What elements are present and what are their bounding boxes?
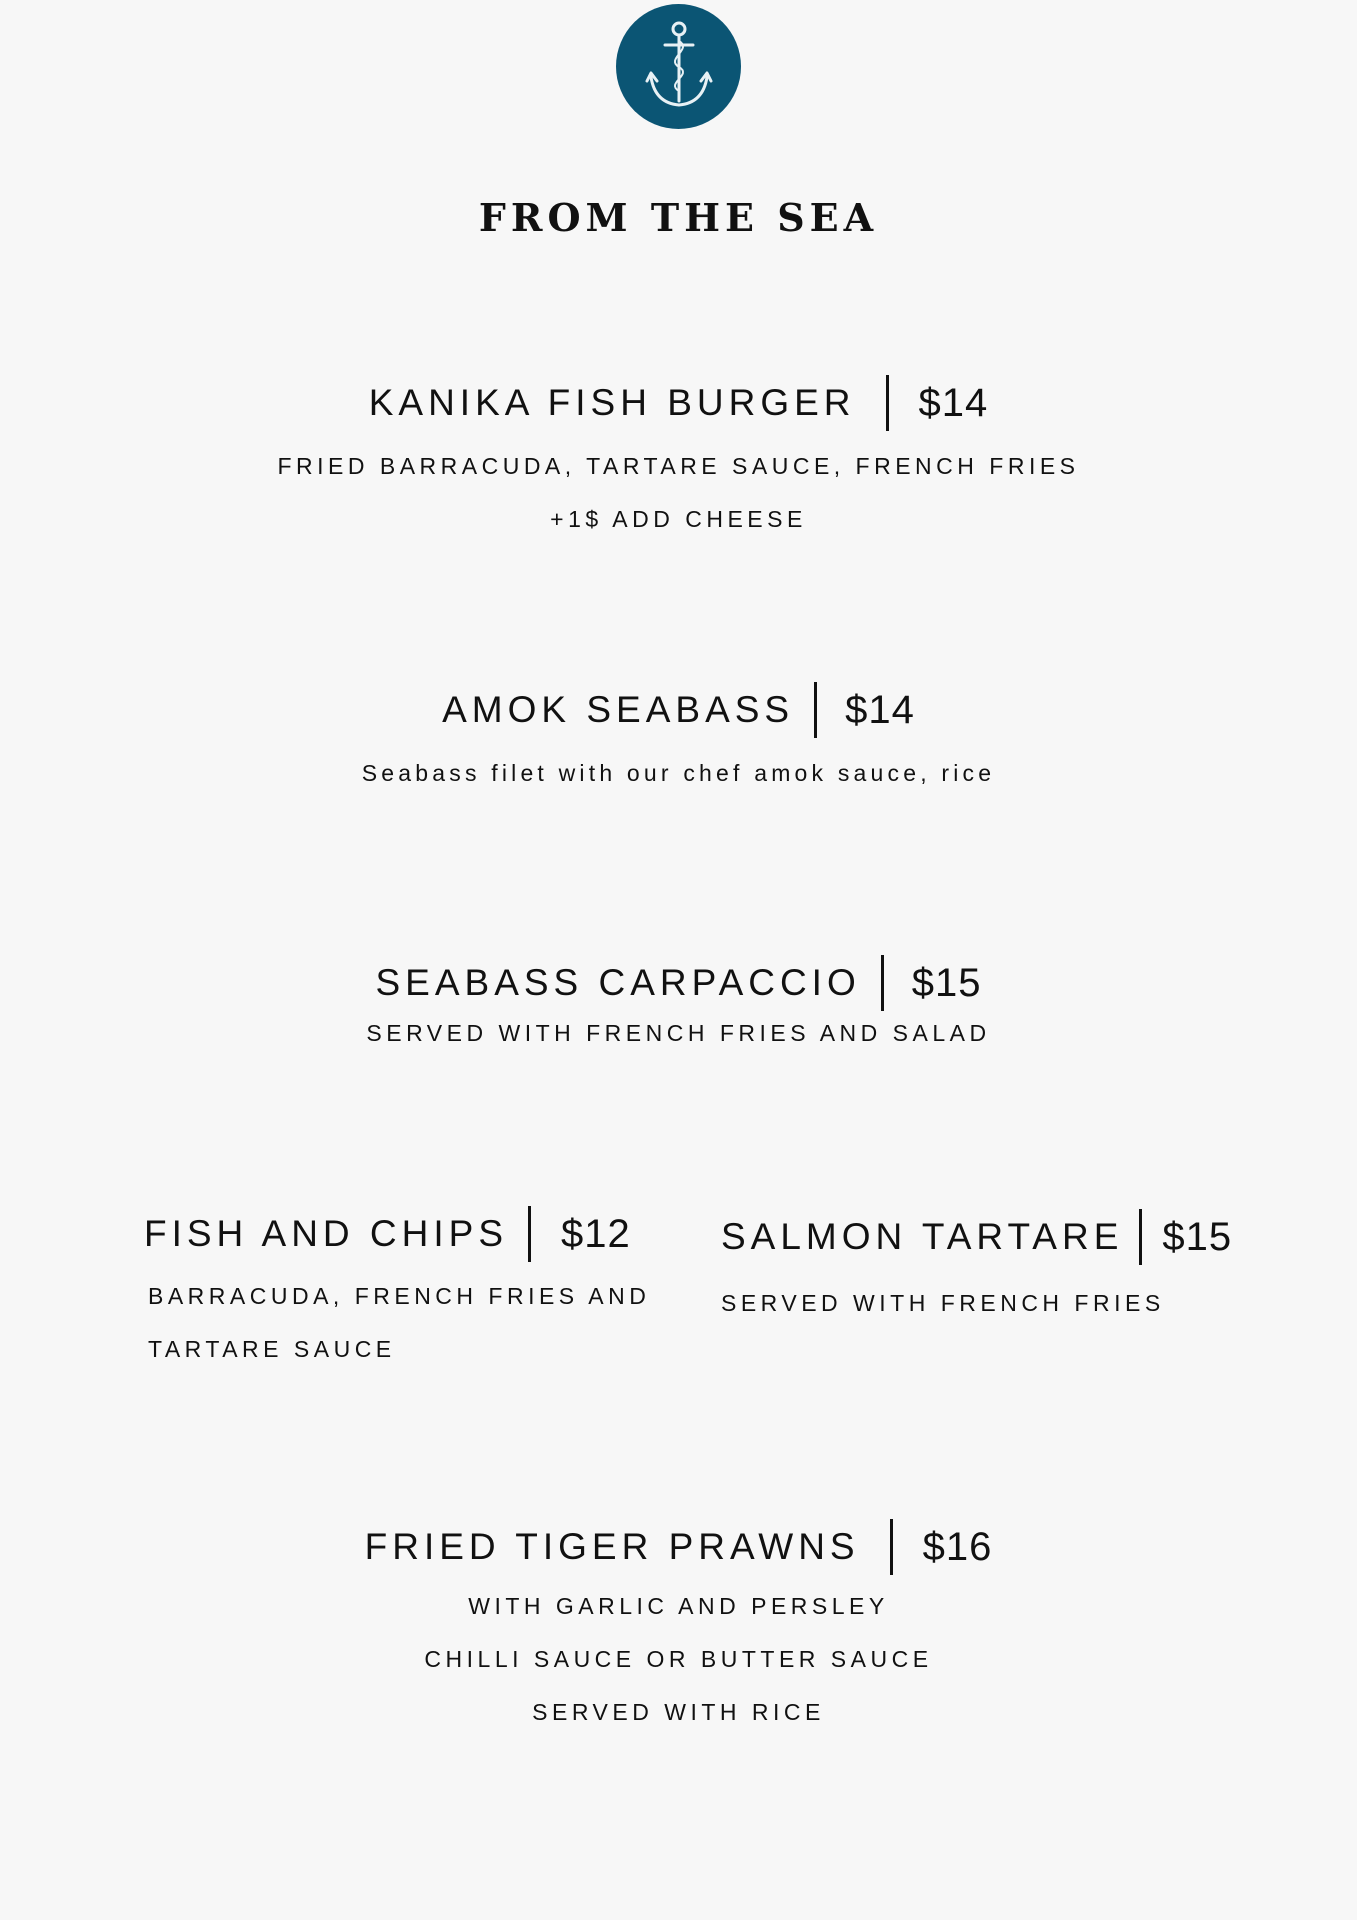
- dish-description: SERVED WITH RICE: [532, 1699, 825, 1725]
- dish-seabass-carpaccio: [0, 955, 1357, 1060]
- section-title: FROM THE SEA: [478, 195, 879, 240]
- dish-description: SERVED WITH FRENCH FRIES: [721, 1290, 1165, 1316]
- dish-description: CHILLI SAUCE OR BUTTER SAUCE: [424, 1646, 933, 1672]
- dish-name: AMOK SEABASS: [442, 689, 795, 730]
- divider: [1139, 1209, 1142, 1265]
- dish-name: SEABASS CARPACCIO: [375, 962, 861, 1003]
- dish-price: $15: [1162, 1214, 1233, 1259]
- dish-kanika-fish-burger: [0, 375, 1357, 546]
- dish-description: WITH GARLIC AND PERSLEY: [468, 1593, 889, 1619]
- dish-description: FRIED BARRACUDA, TARTARE SAUCE, FRENCH FRIES: [277, 453, 1080, 479]
- anchor-logo: [616, 4, 741, 129]
- dish-name: KANIKA FISH BURGER: [368, 382, 856, 423]
- dish-name: SALMON TARTARE: [721, 1216, 1124, 1257]
- dish-price: $14: [918, 380, 989, 425]
- dish-description: TARTARE SAUCE: [148, 1336, 396, 1362]
- anchor-icon: [641, 19, 717, 115]
- dish-salmon-tartare: [721, 1209, 1232, 1330]
- divider: [881, 955, 884, 1011]
- divider: [886, 375, 889, 431]
- dish-amok-seabass: [0, 682, 1357, 800]
- dish-name: FRIED TIGER PRAWNS: [364, 1526, 860, 1567]
- divider: [528, 1206, 531, 1262]
- dish-price: $16: [922, 1524, 993, 1569]
- divider: [814, 682, 817, 738]
- dish-description: Seabass filet with our chef amok sauce, rice: [361, 760, 996, 786]
- dish-description: +1$ ADD CHEESE: [550, 506, 807, 532]
- dish-name: FISH AND CHIPS: [144, 1213, 508, 1254]
- dish-description: BARRACUDA, FRENCH FRIES AND: [148, 1283, 651, 1309]
- dish-fish-and-chips: [144, 1206, 650, 1376]
- dish-price: $15: [911, 960, 982, 1005]
- dish-description: SERVED WITH FRENCH FRIES AND SALAD: [366, 1020, 991, 1046]
- divider: [890, 1519, 893, 1575]
- dish-price: $12: [561, 1211, 631, 1256]
- dish-price: $14: [845, 687, 915, 732]
- dish-fried-tiger-prawns: [0, 1519, 1357, 1739]
